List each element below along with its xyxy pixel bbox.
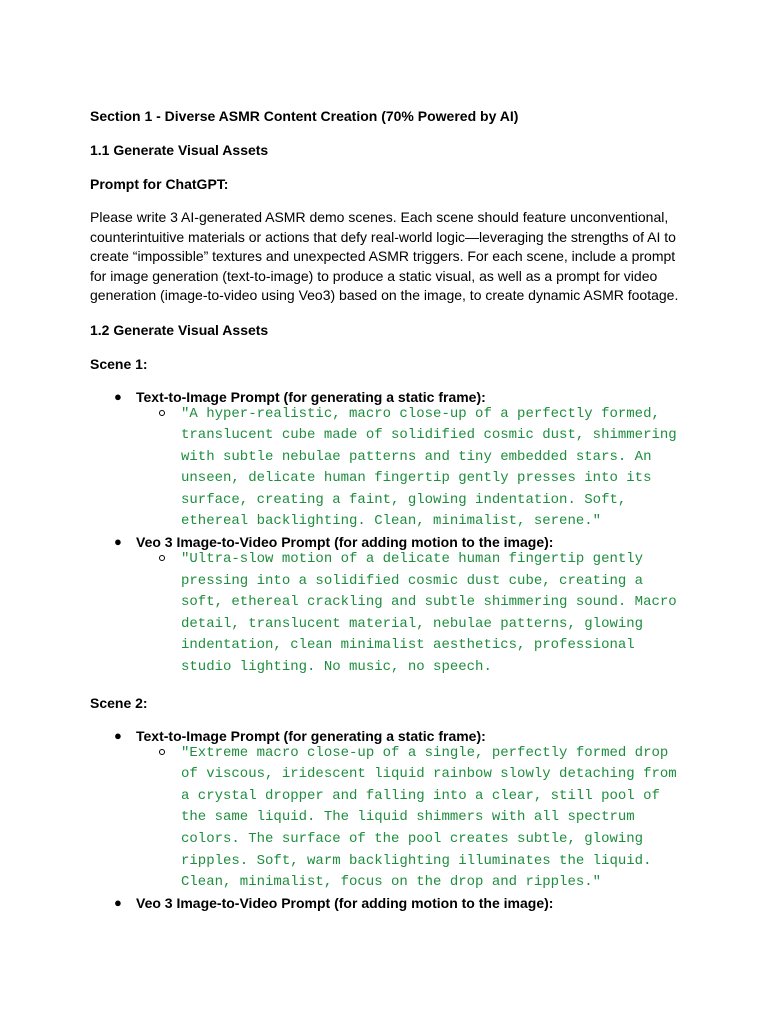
section-title: Section 1 - Diverse ASMR Content Creation (70% Powered by AI) [90, 108, 519, 124]
bullet-icon: ● [114, 727, 122, 743]
prompt-paragraph: Please write 3 AI-generated ASMR demo scenes. Each scene should feature unconventional, counterintuitive materials or actions that defy real-world logic—leveraging the strengths of AI to create “impossible” textures and unexpected ASMR triggers. For each scene, include a prompt for image generation (text-to-image) to produce a static visual, as well as a prompt for video generation (image-to-video using Veo3) based on the image, to create dynamic ASMR footage. [90, 209, 679, 303]
sub-list-item [136, 743, 688, 894]
bullet-label: Text-to-Image Prompt (for generating a static frame): [136, 388, 486, 405]
bullet-icon: ● [114, 388, 122, 404]
bullet-icon: ● [114, 534, 122, 550]
sub-list [136, 549, 688, 679]
list-item [90, 533, 688, 679]
list-item [90, 388, 688, 534]
scene-1-list [90, 388, 688, 679]
bullet-label: Text-to-Image Prompt (for generating a static frame): [136, 727, 486, 744]
scene-2-list [90, 727, 688, 912]
list-item [90, 894, 688, 912]
bullet-label: Veo 3 Image-to-Video Prompt (for adding motion to the image): [136, 534, 554, 551]
list-item [90, 727, 688, 894]
prompt-code-text: "A hyper-realistic, macro close-up of a perfectly formed, translucent cube made of solidified cosmic dust, shimmering with subtle nebulae patterns and tiny embedded stars. An unseen, delicate human fingertip gently presses into its surface, creating a faint, glowing indentation. Soft, ethereal backlighting. Clean, minimalist, serene." [181, 405, 677, 530]
prompt-code-text: "Ultra-slow motion of a delicate human fingertip gently pressing into a solidified cosmic dust cube, creating a soft, ethereal crackling and subtle shimmering sound. Macro detail, translucent material, nebulae patterns, glowing indentation, clean minimalist aesthetics, professional studio lighting. No music, no speech. [181, 551, 677, 676]
sub-list [136, 404, 688, 534]
bullet-label: Veo 3 Image-to-Video Prompt (for adding motion to the image): [136, 894, 554, 911]
circle-bullet-icon [159, 410, 165, 416]
subsection-heading-1-1: 1.1 Generate Visual Assets [90, 142, 269, 158]
prompt-heading: Prompt for ChatGPT: [90, 176, 229, 192]
sub-list-item [136, 404, 688, 534]
circle-bullet-icon [159, 555, 165, 561]
scene-title: Scene 2: [90, 694, 148, 711]
sub-list [136, 743, 688, 894]
sub-list-item [136, 549, 688, 679]
scene-title: Scene 1: [90, 355, 148, 372]
prompt-code-text: "Extreme macro close-up of a single, perfectly formed drop of viscous, iridescent liquid rainbow slowly detaching from a crystal dropper and falling into a clear, still pool of the same liquid. The liquid shimmers with all spectrum colors. The surface of the pool creates subtle, glowing ripples. Soft, warm backlighting illuminates the liquid. Clean, minimalist, focus on the drop and ripples." [181, 744, 677, 891]
circle-bullet-icon [159, 749, 165, 755]
bullet-icon: ● [114, 894, 122, 910]
subsection-heading-1-2: 1.2 Generate Visual Assets [90, 321, 269, 338]
